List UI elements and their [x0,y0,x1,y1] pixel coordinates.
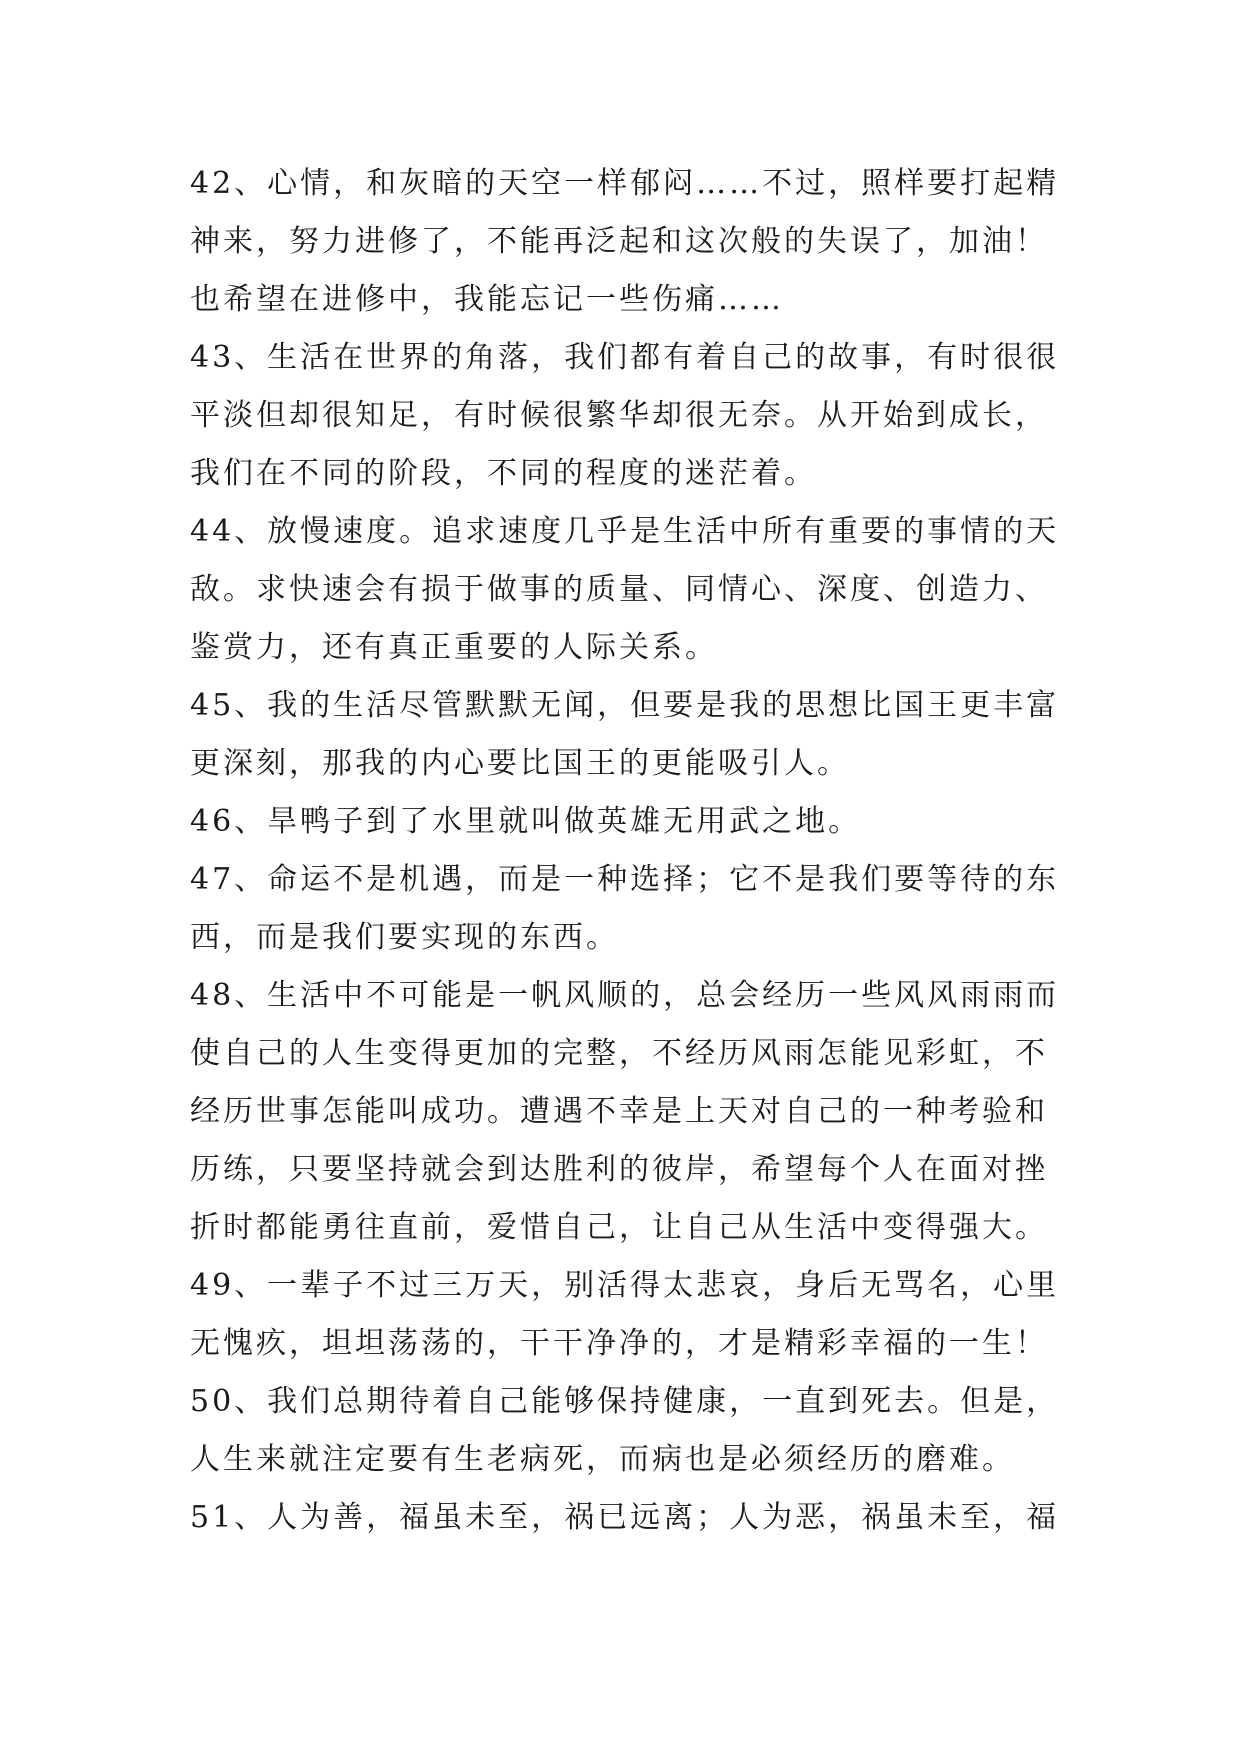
text-line: 人生来就注定要有生老病死，而病也是必须经历的磨难。 [190,1442,1015,1477]
text-line: 鉴赏力，还有真正重要的人际关系。 [190,630,718,665]
text-line: 45、我的生活尽管默默无闻，但要是我的思想比国王更丰富 [190,688,1060,723]
text-line: 49、一辈子不过三万天，别活得太悲哀，身后无骂名，心里 [190,1268,1060,1303]
text-line: 更深刻，那我的内心要比国王的更能吸引人。 [190,746,850,781]
paragraph-49 [190,1257,1060,1373]
paragraph-48 [190,967,1060,1257]
text-line: 折时都能勇往直前，爱惜自己，让自己从生活中变得强大。 [190,1210,1048,1245]
paragraph-51 [190,1489,1060,1547]
paragraph-45 [190,677,1060,793]
paragraph-43 [190,329,1060,503]
text-line: 经历世事怎能叫成功。遭遇不幸是上天对自己的一种考验和 [190,1094,1048,1129]
text-line: 使自己的人生变得更加的完整，不经历风雨怎能见彩虹，不 [190,1036,1048,1071]
text-line: 42、心情，和灰暗的天空一样郁闷……不过，照样要打起精 [190,166,1060,201]
text-line: 无愧疚，坦坦荡荡的，干干净净的，才是精彩幸福的一生！ [190,1326,1048,1361]
text-line: 47、命运不是机遇，而是一种选择；它不是我们要等待的东 [190,862,1060,897]
paragraph-50 [190,1373,1060,1489]
paragraph-46 [190,793,1050,851]
text-line: 51、人为善，福虽未至，祸已远离；人为恶，祸虽未至，福 [190,1500,1060,1535]
text-line: 神来，努力进修了，不能再泛起和这次般的失误了，加油！ [190,224,1048,259]
text-line: 平淡但却很知足，有时候很繁华却很无奈。从开始到成长， [190,398,1048,433]
paragraph-44 [190,503,1060,677]
paragraph-42 [190,155,1060,329]
text-line: 46、旱鸭子到了水里就叫做英雄无用武之地。 [190,804,862,839]
text-line: 50、我们总期待着自己能够保持健康，一直到死去。但是， [190,1384,1060,1419]
document-body [190,155,1060,1547]
paragraph-47 [190,851,1060,967]
text-line: 西，而是我们要实现的东西。 [190,920,619,955]
text-line: 43、生活在世界的角落，我们都有着自己的故事，有时很很 [190,340,1060,375]
text-line: 也希望在进修中，我能忘记一些伤痛…… [190,282,784,317]
text-line: 48、生活中不可能是一帆风顺的，总会经历一些风风雨雨而 [190,978,1060,1013]
text-line: 我们在不同的阶段，不同的程度的迷茫着。 [190,456,817,491]
text-line: 敌。求快速会有损于做事的质量、同情心、深度、创造力、 [190,572,1048,607]
text-line: 44、放慢速度。追求速度几乎是生活中所有重要的事情的天 [190,514,1060,549]
text-line: 历练，只要坚持就会到达胜利的彼岸，希望每个人在面对挫 [190,1152,1048,1187]
